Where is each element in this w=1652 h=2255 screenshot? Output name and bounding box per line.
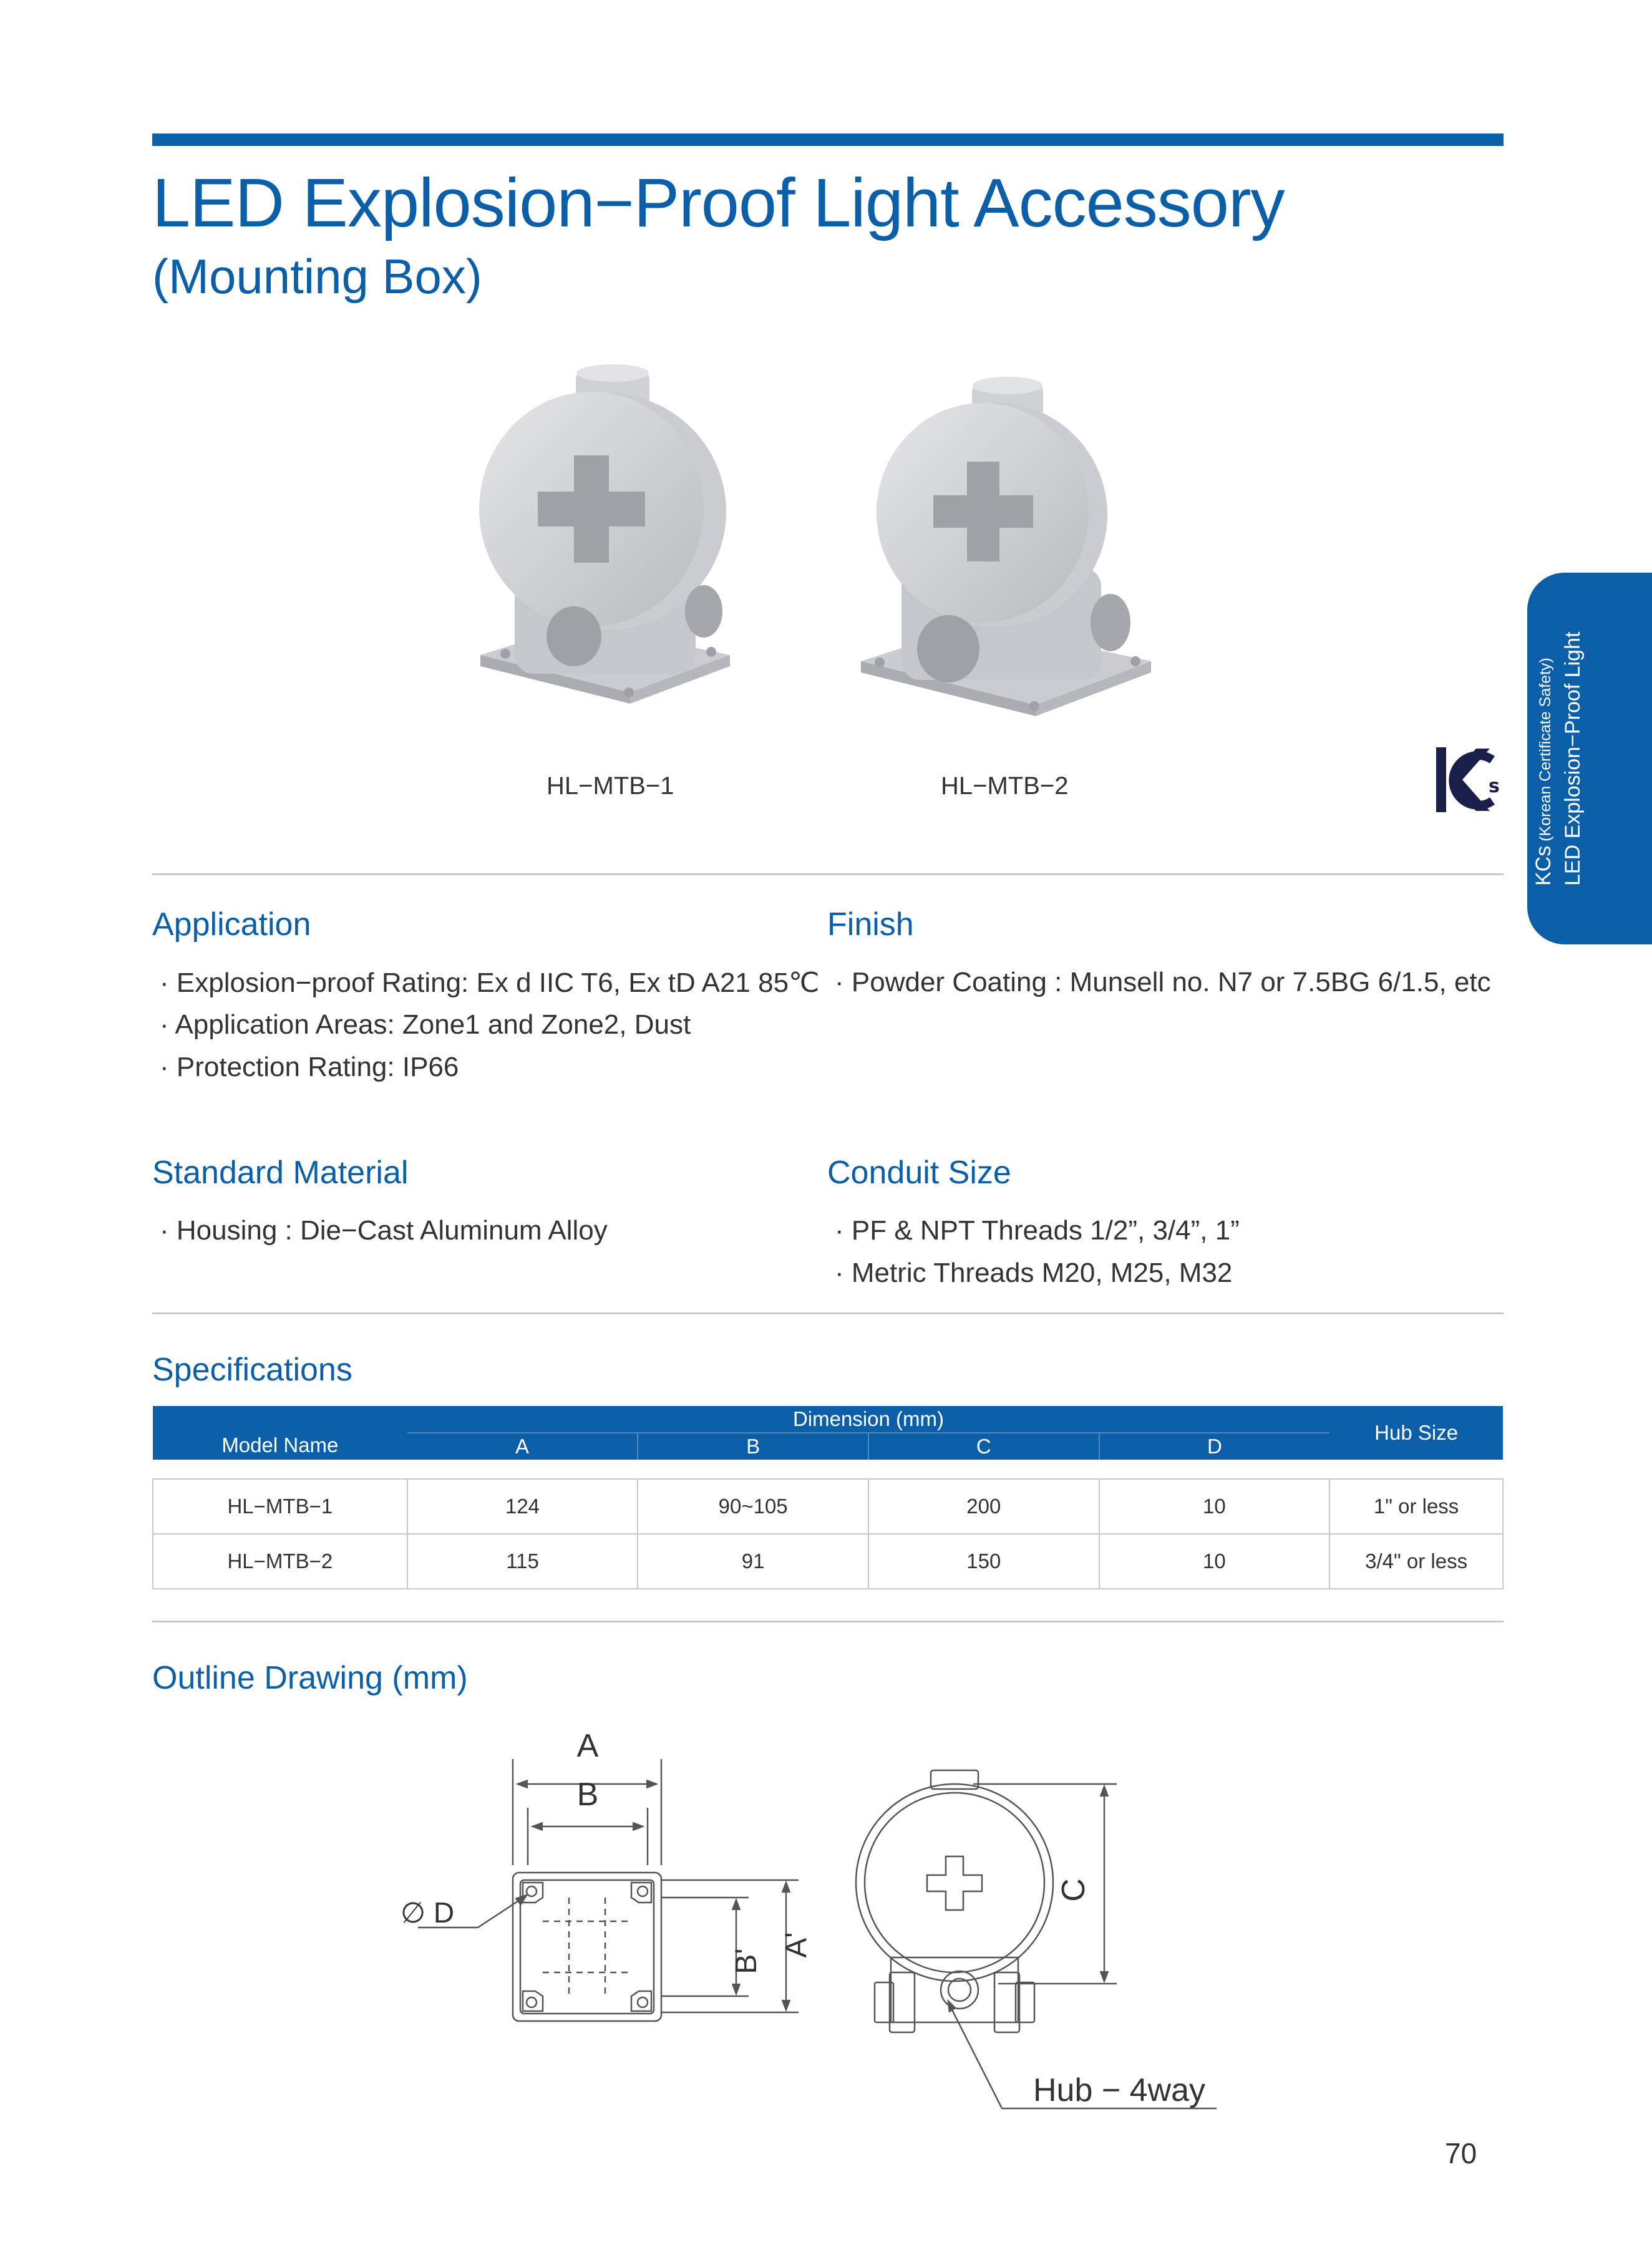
cell-model: HL−MTB−1 [153,1479,407,1534]
cell-model: HL−MTB−2 [153,1534,407,1589]
page-title: LED Explosion−Proof Light Accessory [152,165,1285,241]
header-d: D [1099,1433,1330,1460]
product-caption-hl-mtb-2: HL−MTB−2 [941,772,1069,800]
cell-hub: 3/4" or less [1329,1534,1503,1589]
kcs-certification-logo-icon [1432,744,1507,818]
cell-d: 10 [1099,1479,1330,1534]
application-item: · Application Areas: Zone1 and Zone2, Dust [160,1009,691,1040]
product-image-hl-mtb-1 [462,362,749,761]
side-tab-category: LED Explosion−Proof Light [1561,631,1585,886]
header-a: A [407,1433,638,1460]
conduit-heading: Conduit Size [827,1155,1011,1191]
header-hub-size: Hub Size [1329,1406,1503,1460]
specifications-table [152,1406,1504,1589]
cell-b: 90~105 [638,1479,868,1534]
finish-item: · Powder Coating : Munsell no. N7 or 7.5BG 6/1.5, etc [835,967,1491,997]
cell-b: 91 [638,1534,868,1589]
product-image-hl-mtb-2 [855,374,1154,767]
header-dimension: Dimension (mm) [407,1406,1330,1433]
cell-hub: 1" or less [1329,1479,1503,1534]
material-heading: Standard Material [152,1155,409,1191]
conduit-item: · Metric Threads M20, M25, M32 [835,1258,1233,1288]
label-b-prime: B' [730,1948,763,1974]
page-subtitle: (Mounting Box) [152,249,482,304]
top-view-drawing [418,1759,799,2021]
header-c: C [868,1433,1099,1460]
divider [152,873,1504,875]
cell-a: 115 [407,1534,638,1589]
label-hub: Hub − 4way [1033,2072,1206,2108]
header-b: B [638,1433,868,1460]
side-tab-kcs-note: (Korean Certificate Safety) [1537,657,1554,846]
table-row [153,1534,1503,1589]
material-item: · Housing : Die−Cast Aluminum Alloy [160,1215,608,1246]
label-c: C [1056,1878,1092,1902]
page-number: 70 [1445,2137,1477,2170]
header-accent-bar [152,133,1504,146]
outline-drawing [387,1728,1260,2108]
divider [152,1312,1504,1314]
label-b: B [576,1777,599,1813]
svg-text:s: s [1489,775,1500,797]
application-item: · Explosion−proof Rating: Ex d IIC T6, Ex tD A21 85℃ [160,967,820,998]
cell-a: 124 [407,1479,638,1534]
conduit-item: · PF & NPT Threads 1/2”, 3/4”, 1” [835,1215,1240,1246]
label-a-prime: A' [780,1932,813,1958]
front-view-drawing [856,1770,1217,2108]
cell-d: 10 [1099,1534,1330,1589]
label-phi-d: ∅ D [401,1896,455,1929]
divider [152,1621,1504,1622]
cell-c: 200 [868,1479,1099,1534]
specifications-heading: Specifications [152,1352,352,1388]
application-heading: Application [152,906,311,943]
product-caption-hl-mtb-1: HL−MTB−1 [547,772,674,800]
side-tab-label [1530,632,1586,886]
label-a: A [576,1728,599,1764]
side-tab-kcs: KCs [1532,845,1555,886]
cell-c: 150 [868,1534,1099,1589]
finish-heading: Finish [827,906,914,943]
header-model-name: Model Name [153,1406,407,1460]
application-item: · Protection Rating: IP66 [160,1052,459,1082]
outline-heading: Outline Drawing (mm) [152,1660,468,1696]
table-row [153,1479,1503,1534]
